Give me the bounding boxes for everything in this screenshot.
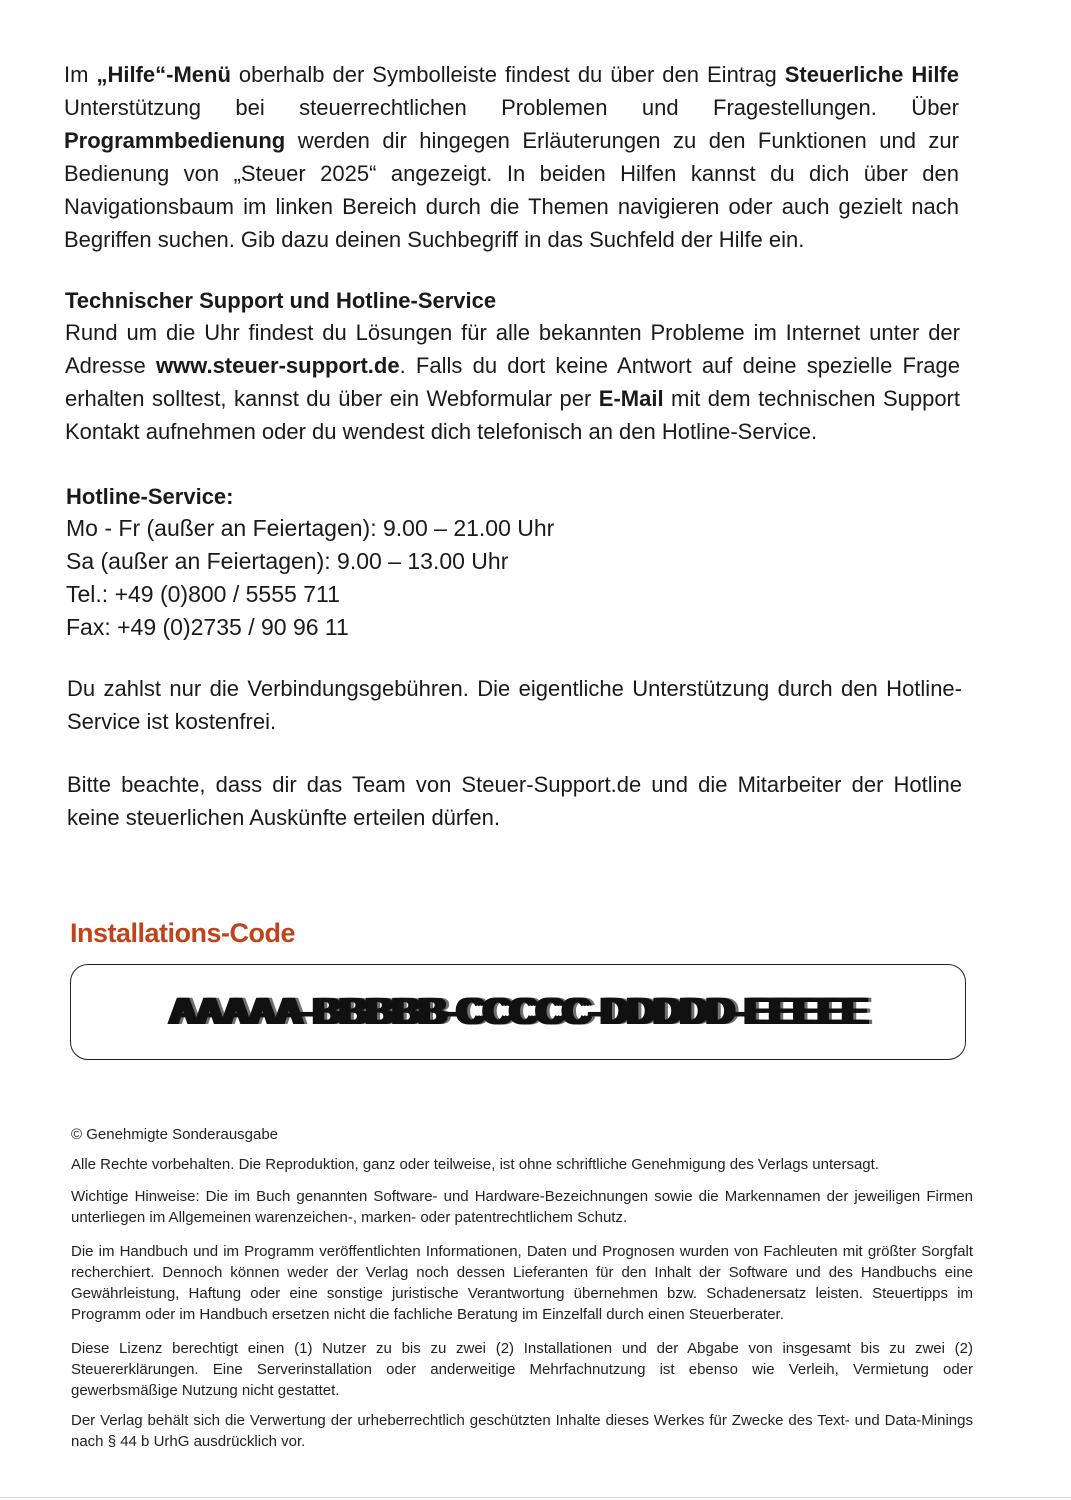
support-paragraph [65,316,960,448]
support-text-1: Rund um die Uhr findest du Lösungen für alle bekannten Probleme im Internet unter der Adresse [65,320,960,378]
hotline-phone: Tel.: +49 (0)800 / 5555 711 [66,581,340,607]
help-text-3: Unterstützung bei steuerrechtlichen Problemen und Fragestellungen. Über [64,95,959,120]
hotline-heading: Hotline-Service: [66,484,234,509]
support-text-2: . Falls du dort keine Antwort auf deine spezielle Frage erhalten solltest, kannst du über ein Webformular per [65,353,960,411]
fees-paragraph: Du zahlst nur die Verbindungsgebühren. Die eigentliche Unterstützung durch den Hotline-Service ist kostenfrei. [67,676,962,734]
page-edge-divider [0,1497,1071,1498]
legal-liability-disclaimer: Die im Handbuch und im Programm veröffentlichten Informationen, Daten und Prognosen wurden von Fachleuten mit größter Sorgfalt recherchiert. Dennoch können weder der Verlag noch dessen Lieferanten für den Inhalt der Software und des Handbuchs eine Gewährleistung, Haftung oder eine sonstige juristische Verantwortung übernehmen bzw. Schadenersatz leisten. Steuertipps im Programm oder im Handbuch ersetzen nicht die fachliche Beratung im Einzelfall durch einen Steuerberater. [71,1243,973,1323]
help-text-1: Im [64,62,97,87]
installation-code-title: Installations-Code [70,918,296,948]
support-heading: Technischer Support und Hotline-Service [65,288,497,313]
hotline-saturday-hours: Sa (außer an Feiertagen): 9.00 – 13.00 Uhr [66,548,509,574]
program-operation-term: Programmbedienung [64,128,286,153]
notice-paragraph: Bitte beachte, dass dir das Team von Steuer-Support.de und die Mitarbeiter der Hotline keine steuerlichen Auskünfte erteilen dürfen. [67,772,962,830]
help-text-4: werden dir hingegen Erläuterungen zu den Funktionen und zur Bedienung von „Steuer 2025“ angezeigt. In beiden Hilfen kannst du dich über den Navigationsbaum im linken Bereich durch die Themen navigieren oder auch gezielt nach Begriffen suchen. Gib dazu deinen Suchbegriff in das Suchfeld der Hilfe ein. [64,128,959,252]
help-paragraph [64,58,959,256]
support-email-term: E-Mail [598,386,664,411]
hotline-details [66,512,554,644]
hotline-weekday-hours: Mo - Fr (außer an Feiertagen): 9.00 – 21.00 Uhr [66,515,555,541]
legal-text-data-mining: Der Verlag behält sich die Verwertung der urheberrechtlich geschützten Inhalte dieses Werkes für Zwecke des Text- und Data-Minings nach § 44 b UrhG ausdrücklich vor. [71,1412,973,1450]
installation-code: AAAAA-BBBBB-CCCCC-DDDDD-EEEEE [169,990,867,1033]
legal-trademark-notice: Wichtige Hinweise: Die im Buch genannten Software- und Hardware-Bezeichnungen sowie die Markennamen der jeweiligen Firmen unterliegen im Allgemeinen warenzeichen-, marken- oder patentrechtlichem Schutz. [71,1188,973,1226]
legal-special-edition: © Genehmigte Sonderausgabe [71,1126,279,1143]
tax-help-term: Steuerliche Hilfe [784,62,959,87]
support-url: www.steuer-support.de [155,353,400,378]
legal-rights-reserved: Alle Rechte vorbehalten. Die Reproduktion, ganz oder teilweise, ist ohne schriftliche Genehmigung des Verlags untersagt. [71,1156,879,1173]
legal-license-terms: Diese Lizenz berechtigt einen (1) Nutzer zu bis zu zwei (2) Installationen und der Abgabe von insgesamt bis zu zwei (2) Steuererklärungen. Eine Serverinstallation oder anderweitige Mehrfachnutzung ist ebenso wie Verleih, Vermietung oder gewerbsmäßige Nutzung nicht gestattet. [71,1340,973,1399]
hotline-fax: Fax: +49 (0)2735 / 90 96 11 [66,614,349,640]
installation-code-box [70,964,966,1060]
help-menu-term: „Hilfe“-Menü [96,62,231,87]
help-text-2: oberhalb der Symbolleiste findest du über den Eintrag [230,62,785,87]
support-text-3: mit dem technischen Support Kontakt aufnehmen oder du wendest dich telefonisch an den Hotline-Service. [65,386,960,444]
